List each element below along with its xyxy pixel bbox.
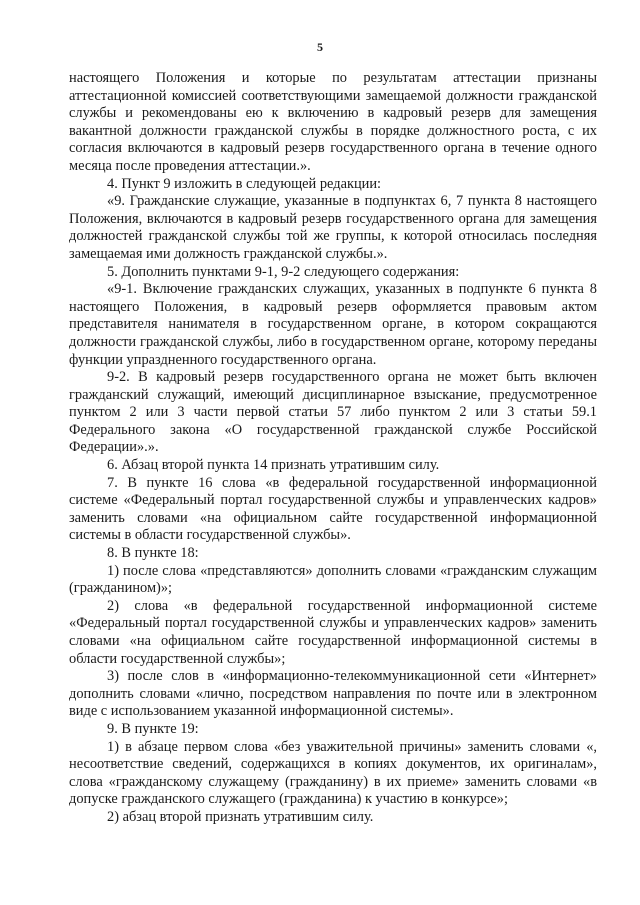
paragraph-clause-9-2: 9-2. В кадровый резерв государственного органа не может быть включен гражданский служащий, имеющий дисциплинарное взыскание, предусмотренное пунктом 2 или 3 части первой статьи 57 либо пунктом 2 или 3 статьи 59.1 Федерального закона «О государственной гражданской службе Российской Федерации».». (69, 369, 597, 456)
paragraph-item-8-2: 2) слова «в федеральной государственной информационной системе «Федеральный портал государственной службы и управленческих кадров» заменить словами «на официальном сайте государственной информационной системы в области государственной службы»; (69, 597, 597, 667)
paragraph-item-8-1: 1) после слова «представляются» дополнить словами «гражданским служащим (гражданином)»; (69, 562, 597, 597)
page-number: 5 (317, 40, 323, 54)
paragraph-item-4: 4. Пункт 9 изложить в следующей редакции: (107, 175, 382, 192)
paragraph-item-9-1: 1) в абзаце первом слова «без уважительной причины» заменить словами «, несоответствие сведений, содержащихся в копиях документов, их оригиналам», слова «гражданскому служащему (гражданину) в их приеме» заменить словами «в допуске гражданского служащего (гражданина) к участию в конкурсе»; (69, 738, 597, 808)
paragraph-continuation: настоящего Положения и которые по результатам аттестации признаны аттестационной комиссией соответствующими замещаемой должности гражданской службы и рекомендованы ею к включению в кадровый резерв для замещения вакантной должности гражданской службы в порядке должностного роста, с их согласия включаются в кадровый резерв государственного органа в течение одного месяца после проведения аттестации.». (69, 70, 597, 174)
paragraph-item-8-3: 3) после слов в «информационно-телекоммуникационной сети «Интернет» дополнить словами «лично, посредством направления по почте или в электронном виде с использованием указанной информационной системы». (69, 668, 597, 720)
paragraph-item-9: 9. В пункте 19: (107, 720, 199, 737)
paragraph-item-6: 6. Абзац второй пункта 14 признать утратившим силу. (107, 457, 440, 474)
paragraph-clause-9-1: «9-1. Включение гражданских служащих, указанных в подпункте 6 пункта 8 настоящего Положения, в кадровый резерв оформляется правовым актом представителя нанимателя в государственном органе, в котором сокращаются должности гражданской службы, либо в государственном органе, которому переданы функции упраздненного государственного органа. (69, 281, 597, 368)
document-body (69, 70, 597, 827)
paragraph-item-5: 5. Дополнить пунктами 9-1, 9-2 следующего содержания: (107, 263, 460, 280)
paragraph-item-7: 7. В пункте 16 слова «в федеральной государственной информационной системе «Федеральный портал государственной службы и управленческих кадров» заменить словами «на официальном сайте государственной информационной системы в области государственной службы». (69, 474, 597, 544)
paragraph-item-9-2: 2) абзац второй признать утратившим силу. (107, 808, 374, 825)
paragraph-item-8: 8. В пункте 18: (107, 545, 199, 562)
paragraph-clause-9: «9. Гражданские служащие, указанные в подпунктах 6, 7 пункта 8 настоящего Положения, включаются в кадровый резерв государственного органа для замещения должностей гражданской службы той же группы, к которой относилась последняя замещаемая ими должность гражданской службы.». (69, 193, 597, 262)
